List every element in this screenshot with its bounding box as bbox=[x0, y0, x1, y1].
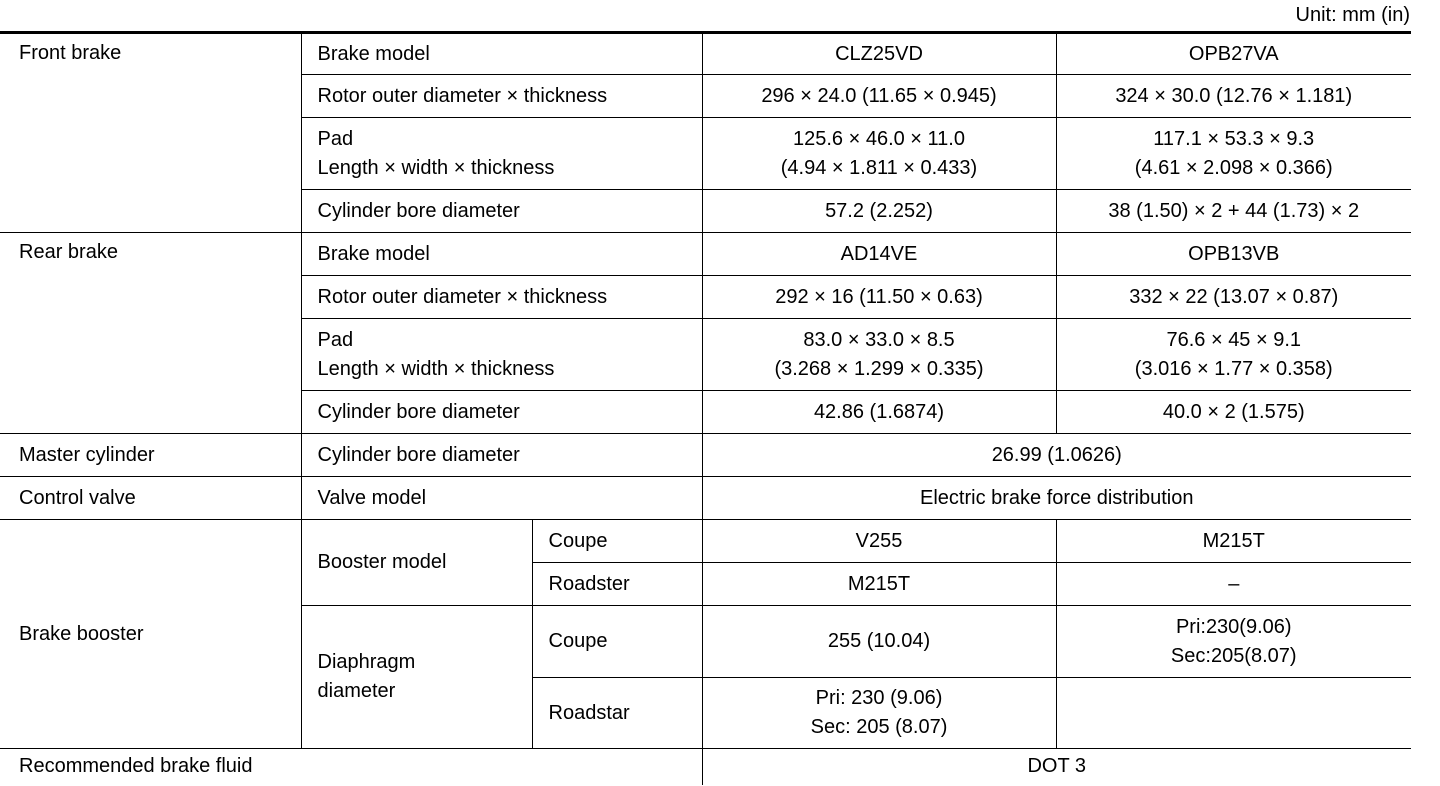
variant-label: Roadster bbox=[532, 563, 702, 606]
value-cell: Electric brake force distribution bbox=[702, 477, 1411, 520]
value-cell: 26.99 (1.0626) bbox=[702, 434, 1411, 477]
brake-spec-table bbox=[0, 31, 1411, 785]
value-cell: 324 × 30.0 (12.76 × 1.181) bbox=[1056, 75, 1411, 118]
booster-model-label: Booster model bbox=[301, 520, 532, 606]
item-label: Brake model bbox=[301, 33, 702, 75]
item-label: Brake model bbox=[301, 233, 702, 276]
table-row bbox=[0, 520, 1411, 563]
table-row bbox=[0, 233, 1411, 276]
unit-label: Unit: mm (in) bbox=[1295, 4, 1410, 26]
item-label: Valve model bbox=[301, 477, 702, 520]
value-cell: M215T bbox=[702, 563, 1056, 606]
brake-fluid-label: Recommended brake fluid bbox=[0, 749, 702, 785]
value-cell: 76.6 × 45 × 9.1 (3.016 × 1.77 × 0.358) bbox=[1056, 319, 1411, 391]
value-cell: 117.1 × 53.3 × 9.3 (4.61 × 2.098 × 0.366) bbox=[1056, 118, 1411, 190]
diaphragm-label: Diaphragm diameter bbox=[301, 606, 532, 749]
value-cell: 38 (1.50) × 2 + 44 (1.73) × 2 bbox=[1056, 190, 1411, 233]
value-cell: 83.0 × 33.0 × 8.5 (3.268 × 1.299 × 0.335) bbox=[702, 319, 1056, 391]
item-label: Rotor outer diameter × thickness bbox=[301, 75, 702, 118]
value-cell: M215T bbox=[1056, 520, 1411, 563]
value-cell: OPB13VB bbox=[1056, 233, 1411, 276]
value-cell: CLZ25VD bbox=[702, 33, 1056, 75]
value-cell: 292 × 16 (11.50 × 0.63) bbox=[702, 276, 1056, 319]
value-cell: 255 (10.04) bbox=[702, 606, 1056, 678]
value-cell: Pri: 230 (9.06) Sec: 205 (8.07) bbox=[702, 678, 1056, 749]
item-label: Rotor outer diameter × thickness bbox=[301, 276, 702, 319]
item-label: Cylinder bore diameter bbox=[301, 391, 702, 434]
value-cell: V255 bbox=[702, 520, 1056, 563]
front-brake-label: Front brake bbox=[0, 33, 301, 233]
table-row bbox=[0, 749, 1411, 785]
value-cell: DOT 3 bbox=[702, 749, 1411, 785]
value-cell bbox=[1056, 678, 1411, 749]
control-valve-label: Control valve bbox=[0, 477, 301, 520]
value-cell: OPB27VA bbox=[1056, 33, 1411, 75]
variant-label: Roadstar bbox=[532, 678, 702, 749]
value-cell: 40.0 × 2 (1.575) bbox=[1056, 391, 1411, 434]
master-cylinder-label: Master cylinder bbox=[0, 434, 301, 477]
value-cell: 296 × 24.0 (11.65 × 0.945) bbox=[702, 75, 1056, 118]
item-label: Cylinder bore diameter bbox=[301, 190, 702, 233]
table-row bbox=[0, 434, 1411, 477]
value-cell: 332 × 22 (13.07 × 0.87) bbox=[1056, 276, 1411, 319]
value-cell: Pri:230(9.06) Sec:205(8.07) bbox=[1056, 606, 1411, 678]
value-cell: – bbox=[1056, 563, 1411, 606]
value-cell: 125.6 × 46.0 × 11.0 (4.94 × 1.811 × 0.433) bbox=[702, 118, 1056, 190]
variant-label: Coupe bbox=[532, 520, 702, 563]
value-cell: AD14VE bbox=[702, 233, 1056, 276]
value-cell: 42.86 (1.6874) bbox=[702, 391, 1056, 434]
item-label: Pad Length × width × thickness bbox=[301, 118, 702, 190]
value-cell: 57.2 (2.252) bbox=[702, 190, 1056, 233]
rear-brake-label: Rear brake bbox=[0, 233, 301, 434]
table-row bbox=[0, 33, 1411, 75]
brake-booster-label: Brake booster bbox=[0, 520, 301, 749]
item-label: Pad Length × width × thickness bbox=[301, 319, 702, 391]
item-label: Cylinder bore diameter bbox=[301, 434, 702, 477]
variant-label: Coupe bbox=[532, 606, 702, 678]
table-row bbox=[0, 477, 1411, 520]
